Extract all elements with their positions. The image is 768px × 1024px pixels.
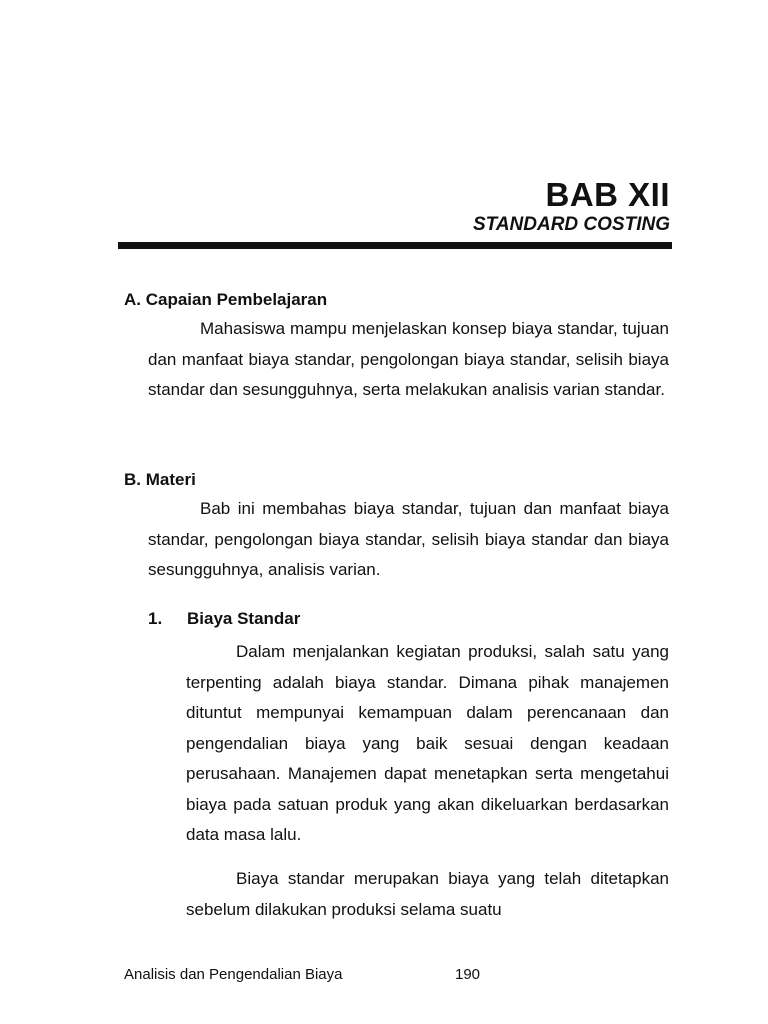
page-number: 190	[455, 966, 481, 983]
chapter-title: BAB XII	[545, 176, 670, 213]
subsection-number: 1.	[148, 609, 163, 628]
footer-book-title: Analisis dan Pengendalian Biaya	[124, 966, 343, 983]
section-a-paragraph: Mahasiswa mampu menjelaskan konsep biaya standar, tujuan dan manfaat biaya standar, pengolongan biaya standar, selisih biaya standar dan sesungguhnya, serta melakukan analisis varian standar.	[148, 319, 669, 399]
chapter-subtitle: STANDARD COSTING	[472, 214, 670, 235]
section-b-heading: B. Materi	[124, 470, 196, 489]
section-a-heading: A. Capaian Pembelajaran	[124, 290, 328, 309]
subsection-1-heading	[148, 609, 300, 629]
title-divider	[118, 242, 672, 249]
section-b-paragraph: Bab ini membahas biaya standar, tujuan dan manfaat biaya standar, pengolongan biaya standar, selisih biaya standar dan biaya sesungguhnya, analisis varian.	[148, 499, 669, 579]
subsection-1-paragraph-1: Dalam menjalankan kegiatan produksi, salah satu yang terpenting adalah biaya standar. Dimana pihak manajemen dituntut mempunyai kemampuan dalam perencanaan dan pengendalian biaya yang baik sesuai dengan keadaan perusahaan. Manajemen dapat menetapkan serta mengetahui biaya pada satuan produk yang akan dikeluarkan berdasarkan data masa lalu.	[186, 642, 669, 844]
subsection-1-paragraph-2: Biaya standar merupakan biaya yang telah ditetapkan sebelum dilakukan produksi selama suatu	[186, 869, 669, 919]
subsection-title: Biaya Standar	[187, 609, 301, 628]
